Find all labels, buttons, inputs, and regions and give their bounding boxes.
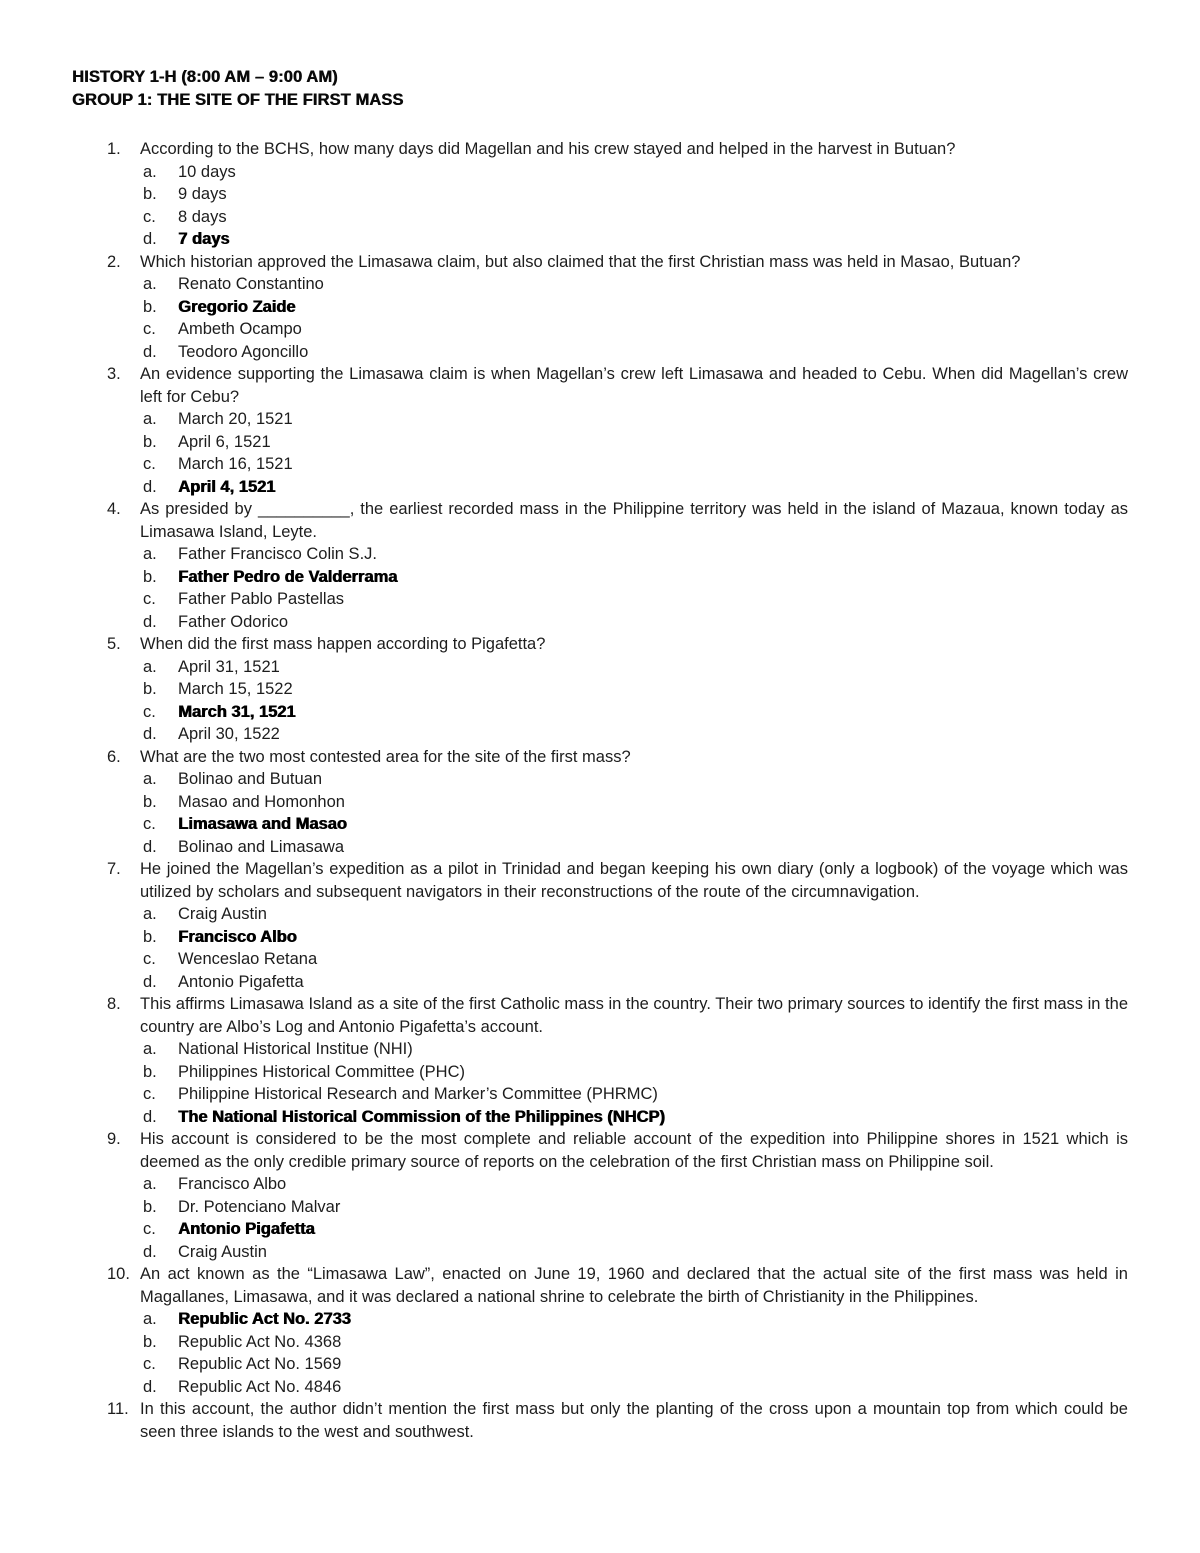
option-item — [140, 1083, 1128, 1106]
option-item — [140, 1196, 1128, 1219]
option-item — [140, 341, 1128, 364]
option-item — [140, 1241, 1128, 1264]
question-body — [140, 1128, 1128, 1263]
option-item — [140, 971, 1128, 994]
question-item — [107, 993, 1128, 1128]
option-item — [140, 656, 1128, 679]
option-letter: a. — [143, 1175, 157, 1193]
option-letter: a. — [143, 275, 157, 293]
option-letter: d. — [143, 725, 157, 743]
question-text: Which historian approved the Limasawa claim, but also claimed that the first Christian mass was held in Masao, Butuan? — [140, 252, 1021, 271]
option-item — [140, 948, 1128, 971]
option-item — [140, 1353, 1128, 1376]
option-letter: d. — [143, 837, 157, 856]
option-letter: a. — [143, 1310, 157, 1328]
doc-title-line2: GROUP 1: THE SITE OF THE FIRST MASS — [72, 90, 404, 109]
question-list — [72, 138, 1128, 1443]
option-letter: d. — [143, 1242, 157, 1261]
option-item-correct — [140, 296, 1128, 319]
question-item — [107, 498, 1128, 633]
option-item — [140, 206, 1128, 229]
option-text: Father Odorico — [178, 612, 289, 631]
option-letter: a. — [143, 545, 157, 563]
question-item — [107, 1263, 1128, 1398]
question-text: As presided by __________, the earliest recorded mass in the Philippine territory was held in the island of Mazaua, known today as Limasawa Island, Leyte. — [140, 500, 1128, 541]
option-text: Dr. Potenciano Malvar — [178, 1197, 341, 1216]
question-body — [140, 633, 1128, 746]
doc-header — [72, 66, 1128, 111]
question-body — [140, 993, 1128, 1128]
option-text: Ambeth Ocampo — [178, 320, 302, 338]
option-letter: c. — [143, 590, 156, 608]
option-item — [140, 273, 1128, 296]
option-text: The National Historical Commission of the Philippines (NHCP) — [178, 1107, 665, 1126]
question-body — [140, 1398, 1128, 1443]
question-number: 10. — [107, 1265, 130, 1283]
question-number: 11. — [107, 1400, 129, 1418]
question-number: 4. — [107, 500, 121, 518]
option-item — [140, 903, 1128, 926]
option-letter: a. — [143, 770, 157, 788]
option-item — [140, 161, 1128, 184]
option-text: March 15, 1522 — [178, 680, 293, 698]
question-item — [107, 746, 1128, 859]
option-letter: a. — [143, 162, 157, 181]
option-letter: d. — [143, 230, 157, 248]
option-item — [140, 453, 1128, 476]
option-text: 10 days — [178, 162, 236, 181]
option-text: Republic Act No. 1569 — [178, 1355, 342, 1373]
option-item — [140, 1331, 1128, 1354]
option-text: Teodoro Agoncillo — [178, 342, 309, 361]
option-letter: b. — [143, 432, 157, 451]
option-text: Craig Austin — [178, 905, 267, 923]
option-item-correct — [140, 1308, 1128, 1331]
option-text: April 4, 1521 — [178, 477, 276, 496]
option-text: Gregorio Zaide — [178, 297, 296, 316]
option-item-correct — [140, 926, 1128, 949]
option-item — [140, 431, 1128, 454]
option-text: Philippines Historical Committee (PHC) — [178, 1062, 465, 1081]
option-letter: c. — [143, 815, 156, 833]
option-text: April 6, 1521 — [178, 432, 271, 451]
question-body — [140, 1263, 1128, 1398]
option-item — [140, 1061, 1128, 1084]
option-letter: c. — [143, 1220, 156, 1238]
option-letter: d. — [143, 612, 157, 631]
option-letter: a. — [143, 1040, 157, 1058]
option-text: Antonio Pigafetta — [178, 972, 304, 991]
question-number: 7. — [107, 860, 121, 878]
option-letter: a. — [143, 657, 157, 676]
option-item — [140, 791, 1128, 814]
question-body — [140, 746, 1128, 859]
option-text: Father Pablo Pastellas — [178, 590, 345, 608]
option-item — [140, 836, 1128, 859]
option-item-correct — [140, 566, 1128, 589]
question-text: An evidence supporting the Limasawa claim is when Magellan’s crew left Limasawa and headed to Cebu. When did Magellan’s crew left for Cebu? — [140, 365, 1128, 406]
option-text: April 30, 1522 — [178, 725, 280, 743]
option-letter: b. — [143, 567, 157, 586]
option-text: Republic Act No. 2733 — [178, 1310, 351, 1328]
question-text: When did the first mass happen according to Pigafetta? — [140, 635, 546, 653]
option-text: Bolinao and Limasawa — [178, 837, 345, 856]
question-text: What are the two most contested area for the site of the first mass? — [140, 747, 631, 766]
option-text: Republic Act No. 4846 — [178, 1377, 342, 1396]
option-letter: b. — [143, 297, 157, 316]
option-text: Francisco Albo — [178, 1175, 287, 1193]
option-text: Francisco Albo — [178, 927, 297, 946]
option-item — [140, 183, 1128, 206]
option-text: Wenceslao Retana — [178, 950, 318, 968]
option-letter: c. — [143, 950, 156, 968]
option-item-correct — [140, 476, 1128, 499]
option-item — [140, 723, 1128, 746]
question-text: His account is considered to be the most complete and reliable account of the expedition into Philippine shores in 1521 which is deemed as the only credible primary source of reports on the celebration of the first Christian mass on Philippine soil. — [140, 1130, 1128, 1171]
option-text: 9 days — [178, 185, 227, 203]
option-letter: d. — [143, 477, 157, 496]
option-item — [140, 408, 1128, 431]
header-gap — [72, 111, 1128, 138]
question-item — [107, 1398, 1128, 1443]
question-number: 8. — [107, 995, 121, 1013]
option-letter: a. — [143, 905, 157, 923]
option-letter: c. — [143, 1085, 156, 1103]
question-body — [140, 498, 1128, 633]
question-number: 3. — [107, 365, 121, 383]
option-letter: d. — [143, 972, 157, 991]
option-text: Masao and Homonhon — [178, 792, 345, 811]
option-text: 7 days — [178, 230, 230, 248]
option-item — [140, 678, 1128, 701]
question-number: 6. — [107, 747, 121, 766]
option-letter: b. — [143, 1062, 157, 1081]
question-text: According to the BCHS, how many days did Magellan and his crew stayed and helped in the harvest in Butuan? — [140, 140, 956, 158]
option-letter: c. — [143, 455, 156, 473]
option-item-correct — [140, 1106, 1128, 1129]
question-item — [107, 633, 1128, 746]
doc-title-line1: HISTORY 1-H (8:00 AM – 9:00 AM) — [72, 68, 338, 86]
option-text: Limasawa and Masao — [178, 815, 347, 833]
option-text: March 20, 1521 — [178, 410, 293, 428]
option-letter: c. — [143, 702, 156, 721]
option-letter: c. — [143, 207, 156, 226]
option-letter: b. — [143, 1197, 157, 1216]
option-text: Father Francisco Colin S.J. — [178, 545, 377, 563]
option-text: Bolinao and Butuan — [178, 770, 323, 788]
option-item — [140, 1173, 1128, 1196]
option-letter: d. — [143, 342, 157, 361]
question-body — [140, 363, 1128, 498]
question-item — [107, 858, 1128, 993]
question-number: 2. — [107, 252, 121, 271]
option-item — [140, 1376, 1128, 1399]
question-text: In this account, the author didn’t mention the first mass but only the planting of the cross upon a mountain top from which could be seen three islands to the west and southwest. — [140, 1400, 1128, 1441]
option-text: Antonio Pigafetta — [178, 1220, 315, 1238]
question-body — [140, 858, 1128, 993]
question-text: This affirms Limasawa Island as a site of the first Catholic mass in the country. Their two primary sources to identify the first mass in the country are Albo’s Log and Antonio Pigafetta’s account. — [140, 995, 1128, 1036]
question-number: 5. — [107, 635, 121, 653]
option-item — [140, 768, 1128, 791]
question-text: An act known as the “Limasawa Law”, enacted on June 19, 1960 and declared that the actual site of the first mass was held in Magallanes, Limasawa, and it was declared a national shrine to celebrate the birth of Christianity in the Philippines. — [140, 1265, 1128, 1306]
question-item — [107, 251, 1128, 364]
question-item — [107, 138, 1128, 251]
option-text: Father Pedro de Valderrama — [178, 567, 398, 586]
option-letter: d. — [143, 1377, 157, 1396]
question-item — [107, 363, 1128, 498]
option-text: National Historical Institue (NHI) — [178, 1040, 413, 1058]
option-item-correct — [140, 1218, 1128, 1241]
option-letter: b. — [143, 927, 157, 946]
option-letter: b. — [143, 680, 157, 698]
option-letter: b. — [143, 1332, 157, 1351]
question-body — [140, 138, 1128, 251]
option-letter: a. — [143, 410, 157, 428]
option-item-correct — [140, 813, 1128, 836]
option-letter: b. — [143, 185, 157, 203]
option-item — [140, 588, 1128, 611]
option-item-correct — [140, 701, 1128, 724]
question-number: 1. — [107, 140, 121, 158]
option-letter: c. — [143, 320, 156, 338]
question-text: He joined the Magellan’s expedition as a pilot in Trinidad and began keeping his own diary (only a logbook) of the voyage which was utilized by scholars and subsequent navigators in their reconstructions of the route of the circumnavigation. — [140, 860, 1128, 901]
option-item-correct — [140, 228, 1128, 251]
option-item — [140, 543, 1128, 566]
option-letter: c. — [143, 1355, 156, 1373]
question-number: 9. — [107, 1130, 121, 1148]
option-text: Philippine Historical Research and Marker’s Committee (PHRMC) — [178, 1085, 658, 1103]
option-item — [140, 1038, 1128, 1061]
option-item — [140, 611, 1128, 634]
option-item — [140, 318, 1128, 341]
question-body — [140, 251, 1128, 364]
option-letter: b. — [143, 792, 157, 811]
option-text: March 16, 1521 — [178, 455, 293, 473]
option-text: March 31, 1521 — [178, 702, 296, 721]
option-text: Craig Austin — [178, 1242, 267, 1261]
option-text: April 31, 1521 — [178, 657, 280, 676]
option-text: Republic Act No. 4368 — [178, 1332, 342, 1351]
question-item — [107, 1128, 1128, 1263]
option-text: Renato Constantino — [178, 275, 324, 293]
option-text: 8 days — [178, 207, 227, 226]
option-letter: d. — [143, 1107, 157, 1126]
